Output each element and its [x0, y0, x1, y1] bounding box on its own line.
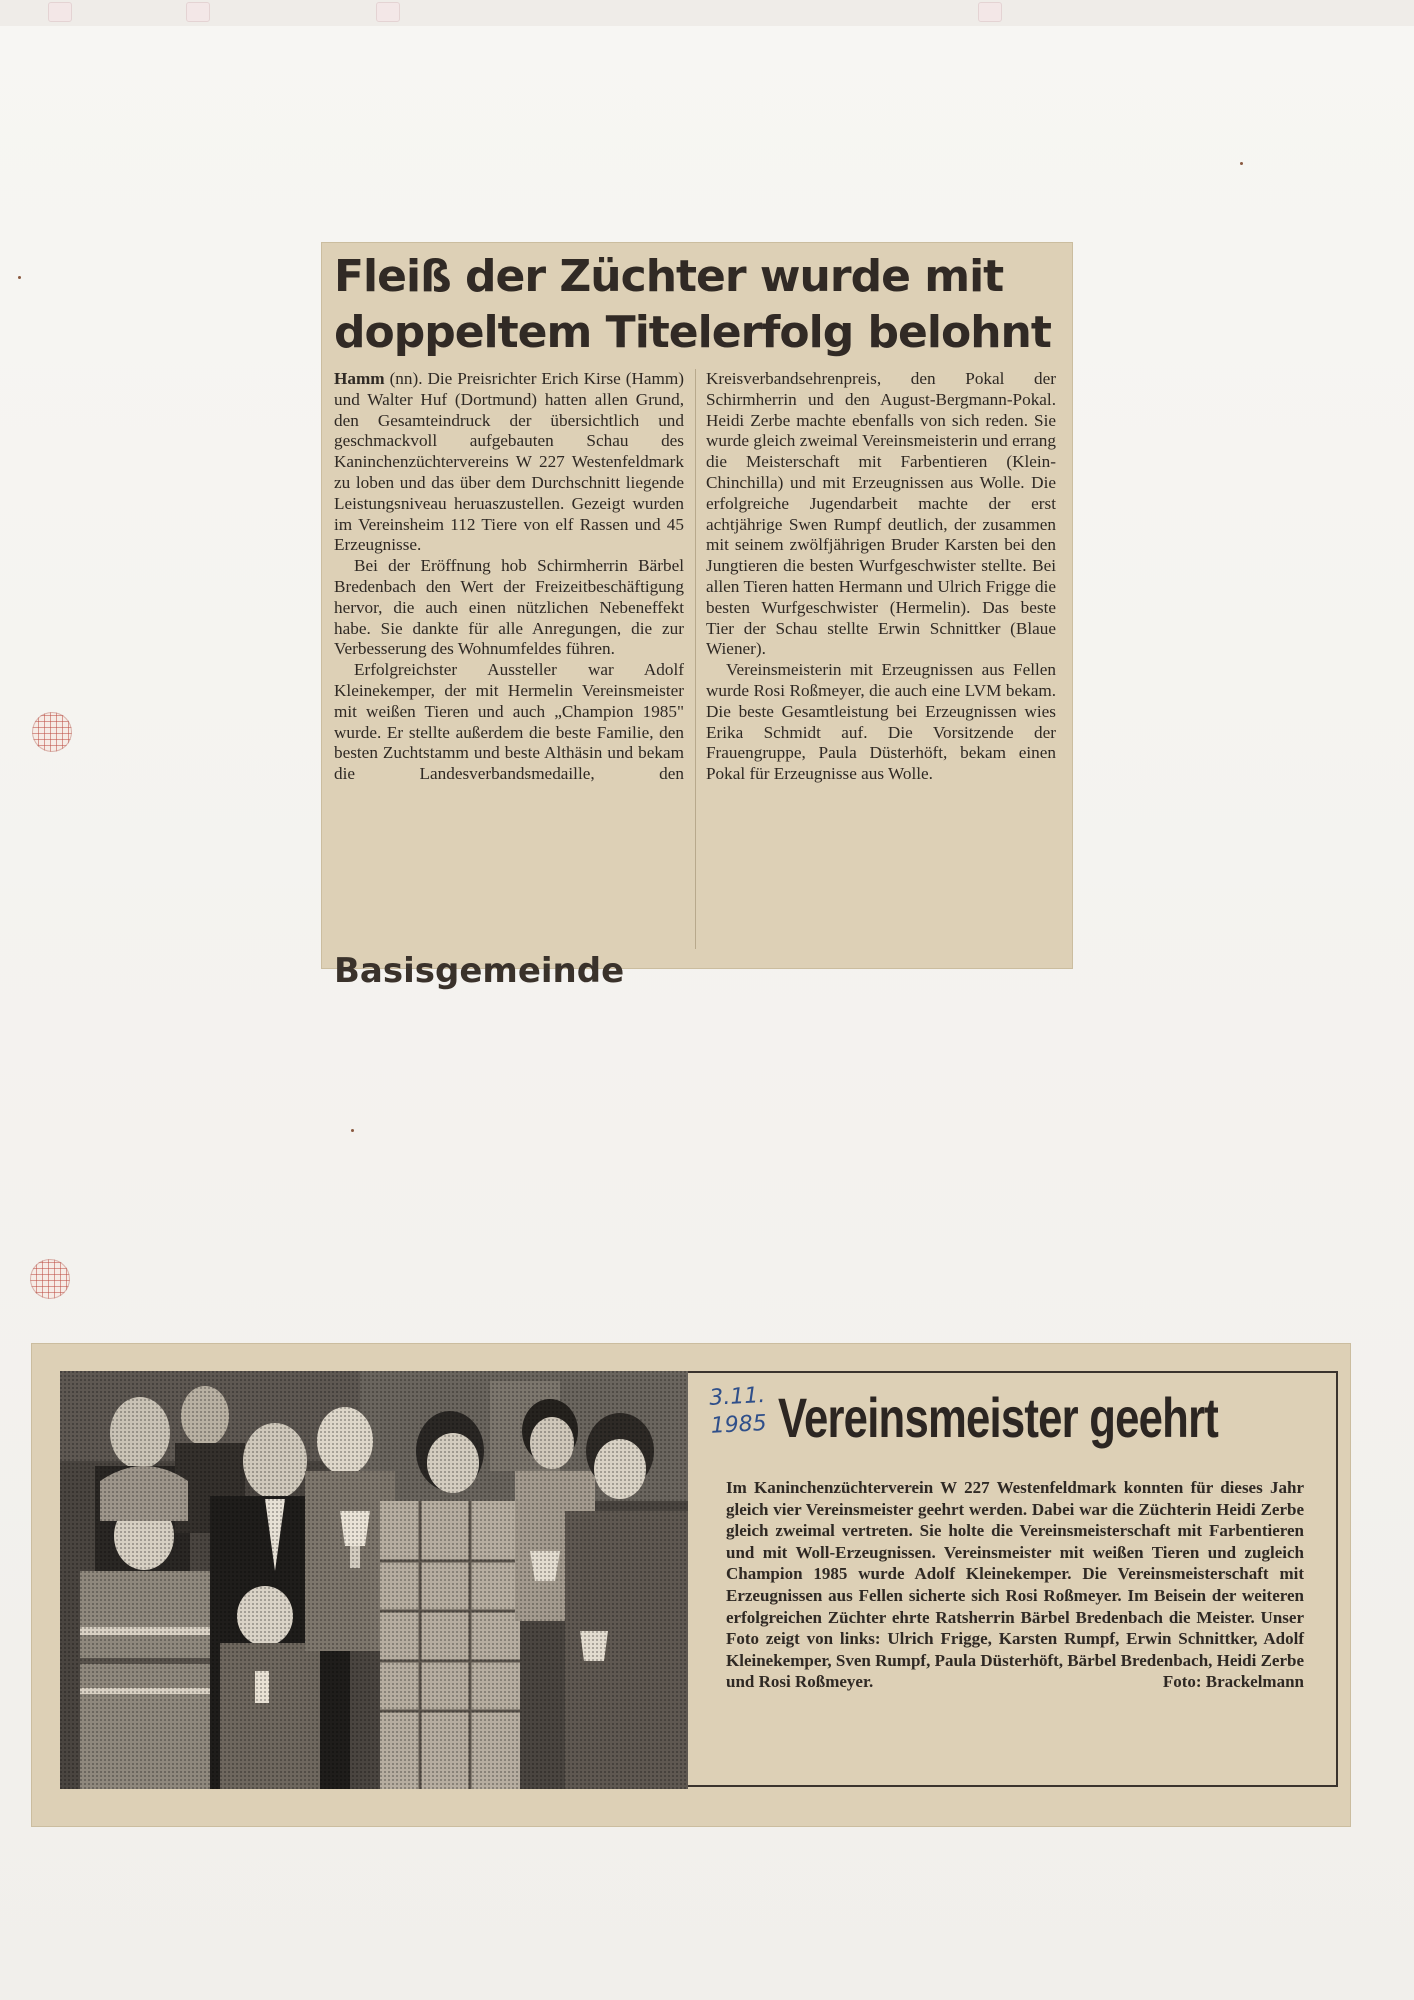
handwritten-date-year: 1985 — [710, 1410, 768, 1439]
faint-stamp-mark — [978, 2, 1002, 22]
article-paragraph — [334, 369, 684, 556]
article-body — [334, 369, 1056, 949]
article-text-box — [688, 1371, 1338, 1787]
newspaper-clipping-titelerfolg — [322, 243, 1072, 991]
article-headline: Vereinsmeister geehrt — [778, 1386, 1219, 1449]
article-paragraph: Bei der Eröffnung hob Schirmherrin Bärbel Bredenbach den Wert der Freizeitbeschäftigung hervor, die auch einen nützlichen Nebeneffekt habe. Sie dankte für alle Anregungen, die zur Verbesserung des Wohnumfeldes führen. — [334, 556, 684, 659]
page-top-edge — [0, 0, 1414, 26]
punch-hole — [30, 1259, 70, 1299]
newspaper-clipping-vereinsmeister — [32, 1344, 1350, 1826]
article-text: Im Kaninchenzüchterverein W 227 Westenfeldmark konnten für dieses Jahr gleich vier Vereinsmeister geehrt werden. Dabei war die Züchterin Heidi Zerbe gleich zweimal vertreten. Sie holte die Vereinsmeisterschaft mit Farbentieren und mit Woll-Erzeugnissen. Vereinsmeister mit weißen Tieren und zugleich Champion 1985 wurde Adolf Kleinekemper. Die Vereinsmeisterschaft mit Erzeugnissen aus Fellen sicherte sich Rosi Roßmeyer. Im Beisein der weiteren erfolgreichen Züchter ehrte Ratsherrin Bärbel Bredenbach die Meister. Unser Foto zeigt von links: Ulrich Frigge, Karsten Rumpf, Erwin Schnittker, Adolf Kleinekemper, Sven Rumpf, Paula Düsterhöft, Bärbel Bredenbach, Heidi Zerbe und Rosi Roßmeyer. — [726, 1478, 1304, 1692]
dateline-text: (nn). Die Preisrichter Erich Kirse (Hamm) und Walter Huf (Dortmund) hatten allen Grund, den Gesamteindruck der übersichtlich und geschmackvoll aufgebauten Schau des Kaninchenzüchtervereins W 227 Westenfeldmark zu loben und das über dem Durchschnitt liegende Leistungsniveau heruaszustellen. Gezeigt wurden im Vereinsheim 112 Tiere von elf Rassen und 45 Erzeugnisse. — [334, 369, 684, 555]
dateline-city: Hamm — [334, 369, 385, 388]
article-body — [726, 1477, 1304, 1693]
handwritten-date-day: 3.11. — [708, 1382, 766, 1411]
paper-speck — [1240, 162, 1243, 165]
article-headline: Fleiß der Züchter wurde mit doppeltem Titelerfolg belohnt — [334, 251, 1051, 358]
cutoff-next-headline: Basisgemeinde — [334, 951, 625, 991]
faint-stamp-mark — [376, 2, 400, 22]
article-paragraph — [726, 1477, 1304, 1693]
article-paragraph: Erfolgreichster Aussteller war Adolf Kleinekemper, der mit Hermelin Vereinsmeister mit weißen Tieren und auch „Champion 1985" wurde. Er stellte außerdem die beste Familie, den besten Zuchtstamm und beste Althäsin und bekam die Landesverbandsmedaille, den Kreisverbandsehrenpreis, den Pokal der Schirmherrin und den August-Bergmann-Pokal. Heidi Zerbe machte ebenfalls von sich reden. Sie wurde gleich zweimal Vereinsmeisterin und errang die Meisterschaft mit Farbentieren (Klein-Chinchilla) und mit Erzeugnissen aus Wolle. Die erfolgreiche Jugendarbeit machte der erst achtjährige Swen Rumpf deutlich, der zusammen mit seinem zwölfjährigen Bruder Karsten bei den Jungtieren die besten Wurfgeschwister stellte. Bei allen Tieren hatten Hermann und Ulrich Frigge die besten Wurfgeschwister (Hermelin). Das beste Tier der Schau stellte Erwin Schnittker (Blaue Wiener). — [334, 369, 1056, 784]
faint-stamp-mark — [48, 2, 72, 22]
paper-speck — [351, 1129, 354, 1132]
photo-credit: Foto: Brackelmann — [1162, 1672, 1304, 1692]
punch-hole — [32, 712, 72, 752]
article-paragraph: Vereinsmeisterin mit Erzeugnissen aus Fellen wurde Rosi Roßmeyer, die auch eine LVM bekam. Die beste Gesamtleistung bei Erzeugnissen wies Erika Schmidt auf. Die Vorsitzende der Frauengruppe, Paula Düsterhöft, bekam einen Pokal für Erzeugnisse aus Wolle. — [706, 660, 1056, 784]
paper-speck — [18, 276, 21, 279]
handwritten-date — [709, 1381, 782, 1441]
faint-stamp-mark — [186, 2, 210, 22]
group-photo — [60, 1371, 688, 1789]
group-photo-illustration — [60, 1371, 688, 1789]
